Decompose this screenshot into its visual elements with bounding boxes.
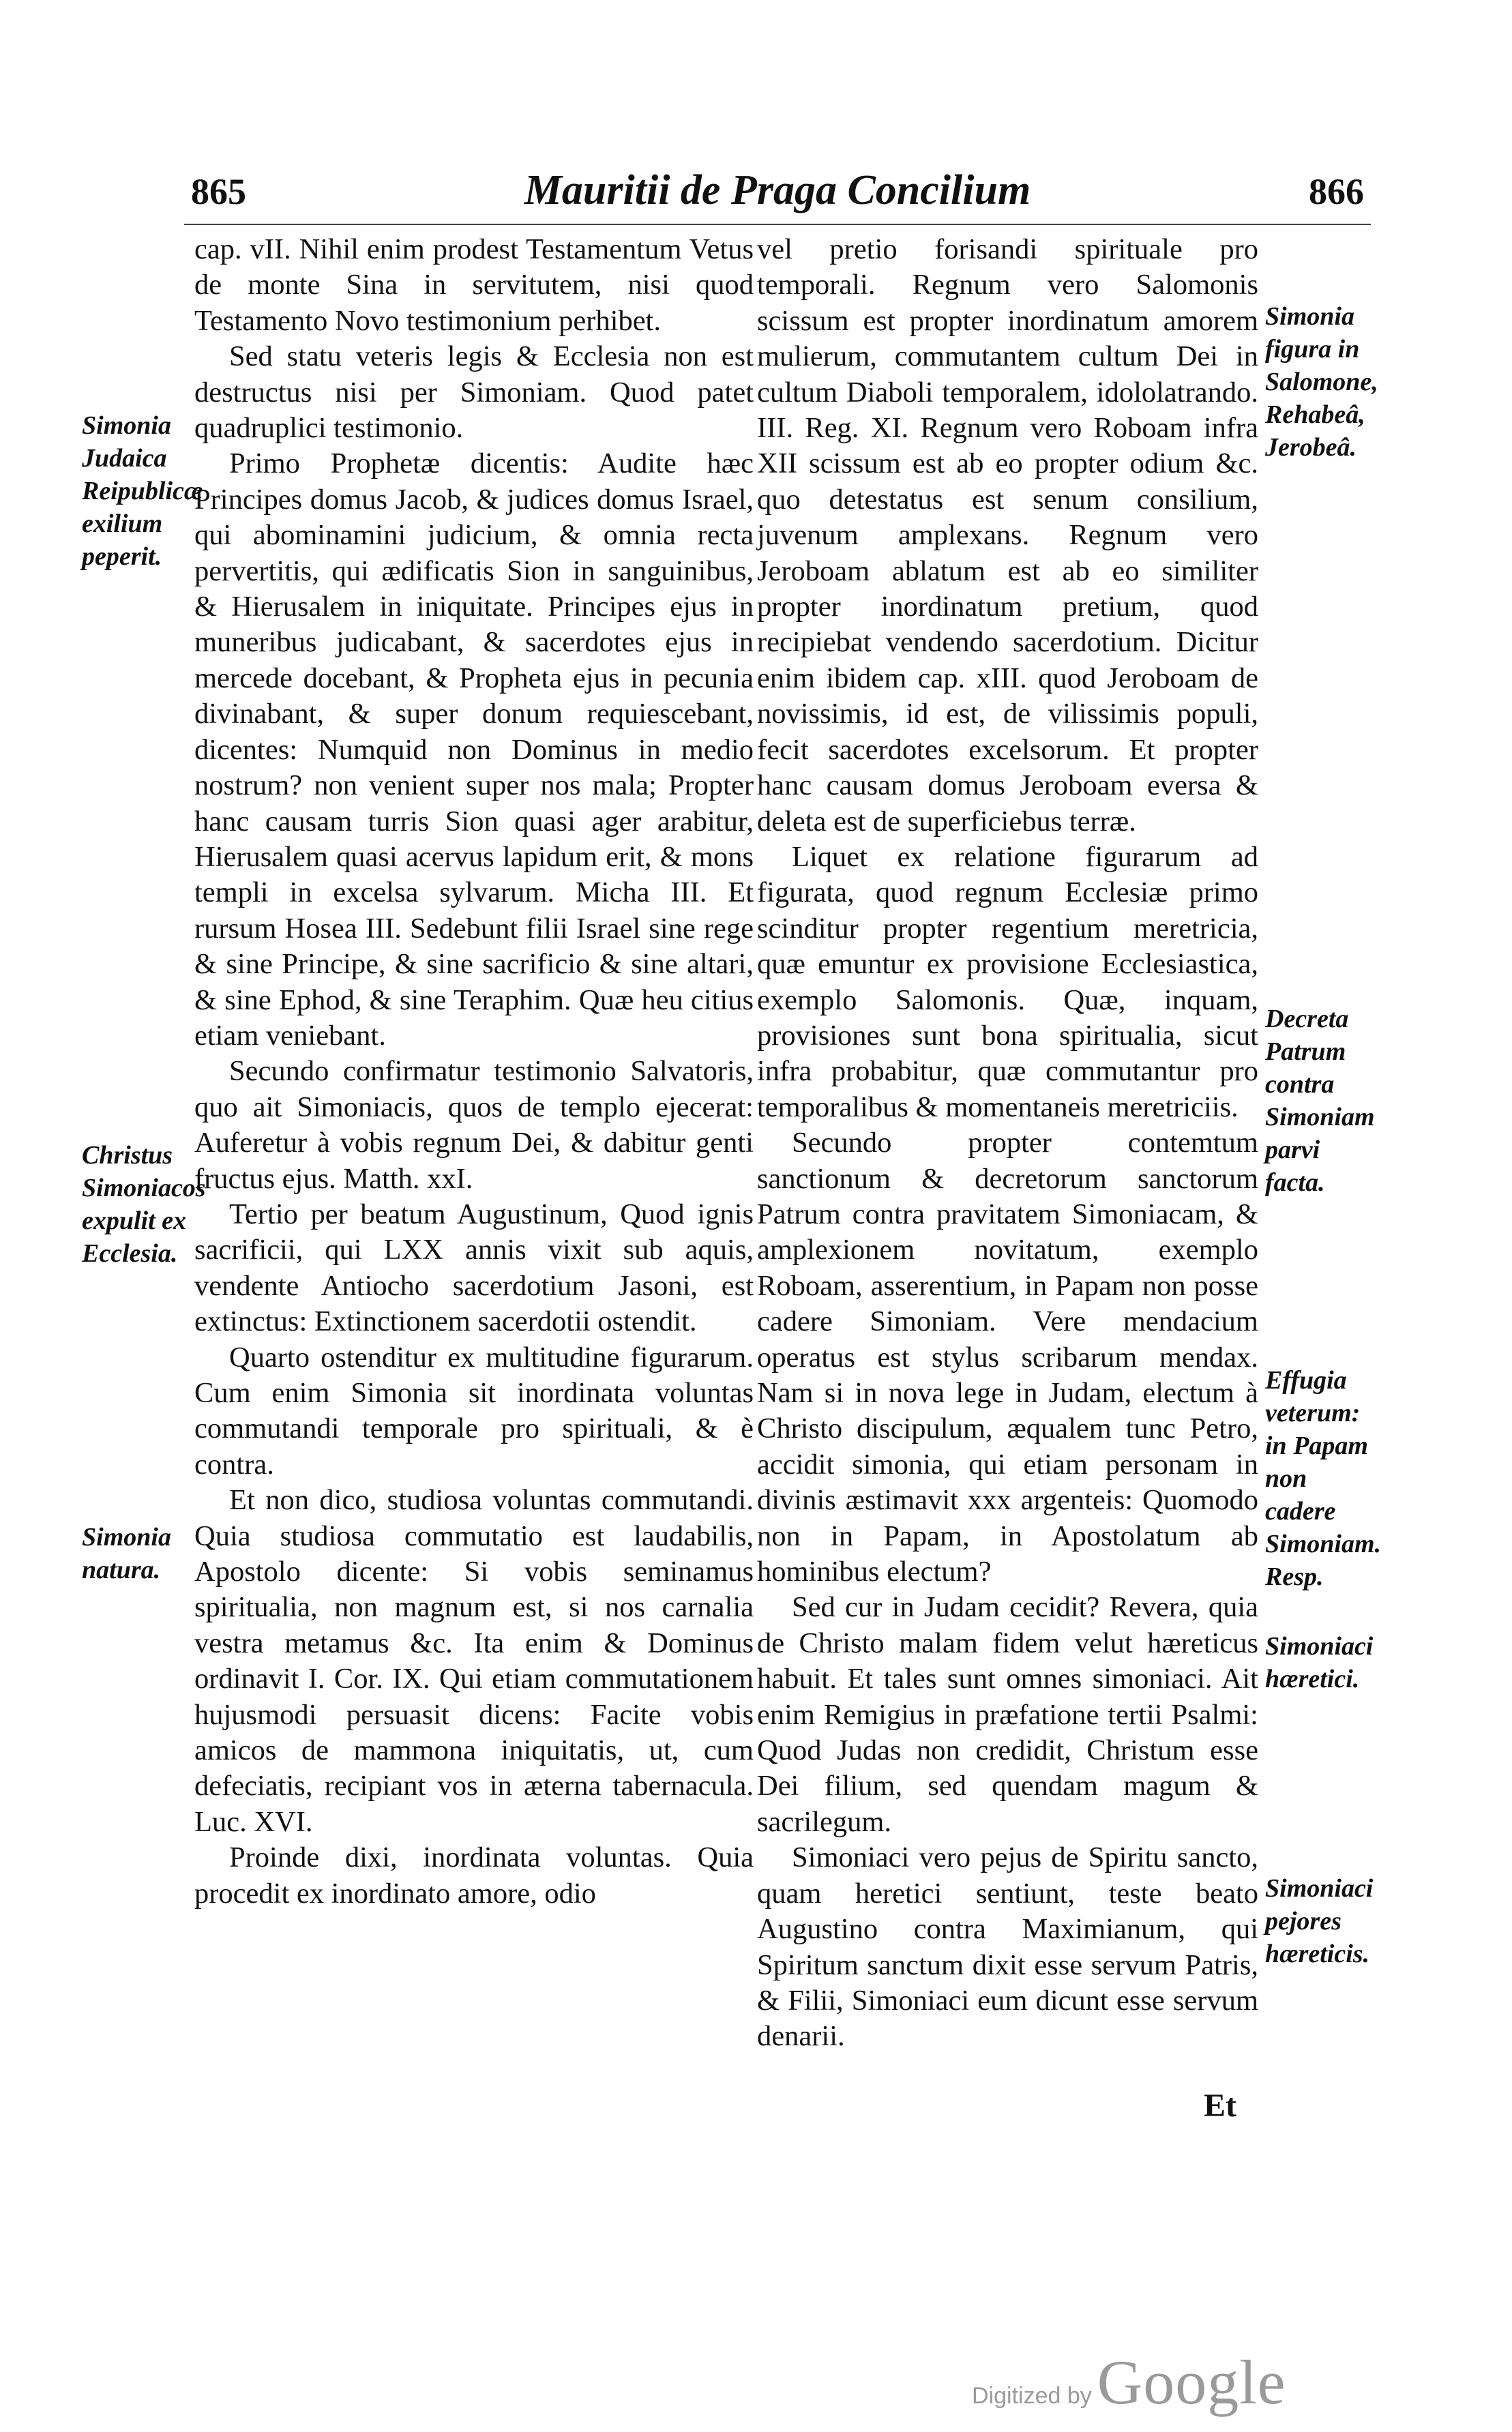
paragraph: Sed statu veteris legis & Ecclesia non est destructus nisi per Simoniam. Quod patet quadruplici testimonio. (194, 340, 754, 445)
margin-note-right: Decreta Patrum contra Simoniam parvi facta. (1265, 1005, 1375, 1197)
paragraph: Quarto ostenditur ex multitudine figurarum. Cum enim Simonia sit inordinata voluntas commutandi temporale pro spirituali, & è contra. (194, 1341, 754, 1481)
margin-note-right: Effugia veterum: in Papam non cadere Simoniam. Resp. (1265, 1366, 1381, 1591)
page-number-right: 866 (1309, 171, 1364, 212)
header-rule (184, 224, 1371, 225)
margin-note-left: Simonia Judaica Reipublicæ exilium peperit. (82, 411, 203, 571)
page-number-left: 865 (191, 171, 246, 212)
paragraph: vel pretio forisandi spirituale pro temporali. Regnum vero Salomonis scissum est propter inordinatum amorem mulierum, commutantem cultum Dei in cultum Diaboli temporalem, idololatrando. III. Reg. XI. Regnum vero Roboam infra XII scissum est ab eo propter odium &c. quo detestatus est senum consilium, juvenum amplexans. Regnum vero Jeroboam ablatum est ab eo similiter propter inordinatum pretium, quod recipiebat vendendo sacerdotium. Dicitur enim ibidem cap. xIII. quod Jeroboam de novissimis, id est, de vilissimis populi, fecit sacerdotes excelsorum. Et propter hanc causam domus Jeroboam eversa & deleta est de superficiebus terræ. (757, 233, 1258, 837)
margin-note-right: Simonia figura in Salomone, Rehabeâ, Jerobeâ. (1265, 302, 1378, 462)
left-column (194, 232, 754, 1912)
paragraph: Secundo propter contemtum sanctionum & decretorum sanctorum Patrum contra pravitatem Simoniacam, & amplexionem novitatum, exemplo Roboam, asserentium, in Papam non posse cadere Simoniam. Vere mendacium operatus est stylus scribarum mendax. Nam si in nova lege in Judam, electum à Christo discipulum, æqualem tunc Petro, accidit simonia, qui etiam personam in divinis æstimavit xxx argenteis: Quomodo non in Papam, in Apostolatum ab hominibus electum? (757, 1127, 1258, 1588)
digitized-by-label: Digitized by (972, 2383, 1092, 2409)
margin-note-left: Simonia natura. (82, 1523, 171, 1584)
paragraph: Et non dico, studiosa voluntas commutandi. Quia studiosa commutatio est laudabilis, Apostolo dicente: Si vobis seminamus spiritualia, non magnum est, si nos carnalia vestra metamus &c. Ita enim & Dominus ordinavit I. Cor. IX. Qui etiam commutationem hujusmodi persuasit dicens: Facite vobis amicos de mammona iniquitatis, ut, cum defeciatis, recipiant vos in æterna tabernacula. Luc. XVI. (194, 1484, 754, 1838)
running-title: Mauritii de Praga Concilium (524, 167, 1031, 213)
margin-note-right: Simoniaci hæretici. (1265, 1632, 1374, 1693)
digitized-by-google-watermark (972, 2346, 1286, 2418)
paragraph: Secundo confirmatur testimonio Salvatoris, quo ait Simoniacis, quos de templo ejecerat: Auferetur à vobis regnum Dei, & dabitur genti fructus ejus. Matth. xxI. (194, 1055, 754, 1195)
margin-note-left: Christus Simoniacos expulit ex Ecclesia. (82, 1141, 206, 1268)
right-column (757, 232, 1258, 2055)
paragraph: Simoniaci vero pejus de Spiritu sancto, quam heretici sentiunt, teste beato Augustino contra Maximianum, qui Spiritum sanctum dixit esse servum Patris, & Filii, Simoniaci eum dicunt esse servum denarii. (757, 1841, 1258, 2053)
paragraph: Primo Prophetæ dicentis: Audite hæc Principes domus Jacob, & judices domus Israel, qui abominamini judicium, & omnia recta pervertitis, qui ædificatis Sion in sanguinibus, & Hierusalem in iniquitate. Principes ejus in muneribus judicabant, & sacerdotes ejus in mercede docebant, & Propheta ejus in pecunia divinabant, & super donum requiescebant, dicentes: Numquid non Dominus in medio nostrum? non venient super nos mala; Propter hanc causam turris Sion quasi ager arabitur, Hierusalem quasi acervus lapidum erit, & mons templi in excelsa sylvarum. Micha III. Et rursum Hosea III. Sedebunt filii Israel sine rege & sine Principe, & sine sacrificio & sine altari, & sine Ephod, & sine Teraphim. Quæ heu citius etiam veniebant. (194, 447, 754, 1052)
paragraph: cap. vII. Nihil enim prodest Testamentum Vetus de monte Sina in servitutem, nisi quod Testamento Novo testimonium perhibet. (194, 233, 754, 337)
paragraph: Sed cur in Judam cecidit? Revera, quia de Christo malam fidem velut hæreticus habuit. Et tales sunt omnes simoniaci. Ait enim Remigius in præfatione tertii Psalmi: Quod Judas non credidit, Christum esse Dei filium, sed quendam magum & sacrilegum. (757, 1591, 1258, 1838)
google-logo: Google (1097, 2347, 1286, 2417)
margin-note-right: Simoniaci pejores hæreticis. (1265, 1874, 1374, 1968)
catchword: Et (1204, 2088, 1236, 2124)
paragraph: Tertio per beatum Augustinum, Quod ignis sacrificii, qui LXX annis vixit sub aquis, vendente Antiocho sacerdotium Jasoni, est extinctus: Extinctionem sacerdotii ostendit. (194, 1198, 754, 1338)
page-header (191, 164, 1364, 225)
paragraph: Liquet ex relatione figurarum ad figurata, quod regnum Ecclesiæ primo scinditur propter regentium meretricia, quæ emuntur ex provisione Ecclesiastica, exemplo Salomonis. Quæ, inquam, provisiones sunt bona spiritualia, sicut infra probabitur, quæ commutantur pro temporalibus & momentaneis meretriciis. (757, 840, 1258, 1123)
paragraph: Proinde dixi, inordinata voluntas. Quia procedit ex inordinato amore, odio (194, 1841, 754, 1910)
